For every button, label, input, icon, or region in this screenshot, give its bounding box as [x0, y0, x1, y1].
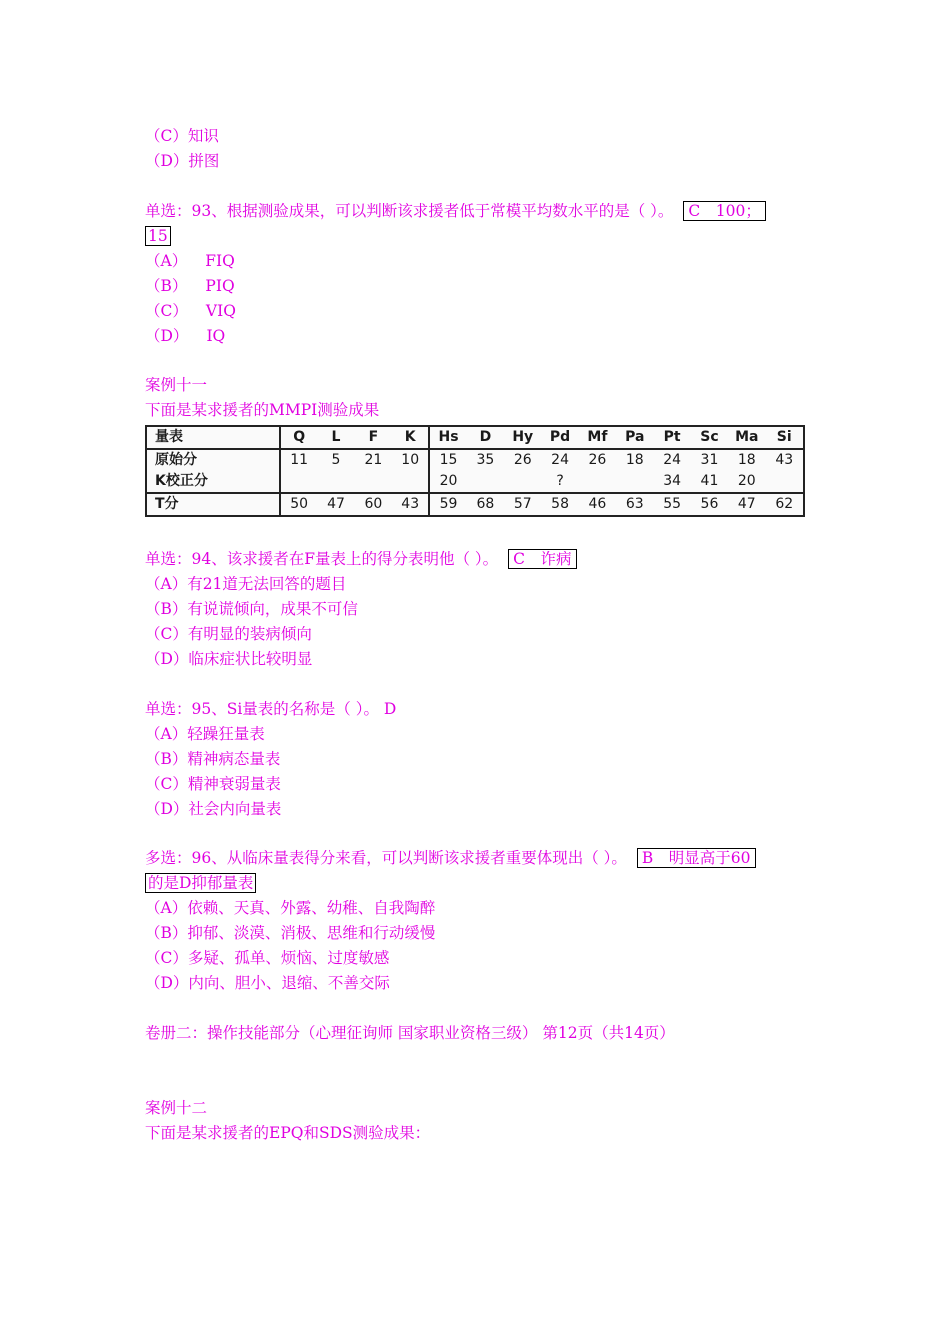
table-cell: 60 [355, 493, 392, 515]
table-cell [355, 471, 392, 493]
table-row [147, 493, 803, 515]
table-cell: 18 [625, 452, 644, 468]
question-95: 单选：95、Si量表的名称是（ ）。 D [145, 700, 397, 718]
table-cell: 63 [616, 493, 653, 515]
table-header-cell: Q [280, 427, 317, 449]
option-label: （B） [145, 277, 188, 295]
option-c: （C）知识 [145, 127, 219, 145]
table-cell: 43 [775, 452, 794, 468]
table-cell: 56 [691, 493, 728, 515]
table-cell: 57 [504, 493, 541, 515]
option-a: （A）有21道无法回答的题目 [145, 575, 347, 593]
table-cell: 47 [317, 493, 354, 515]
answer-93-continued [145, 226, 171, 246]
page-footer: 卷册二：操作技能部分（心理征询师 国家职业资格三级） 第12页（共14页） [145, 1024, 675, 1042]
option-d [145, 326, 225, 346]
question-96-text: 多选：96、从临床量表得分来看，可以判断该求援者重要体现出（ ）。 [145, 849, 627, 867]
table-header-cell: Mf [579, 427, 616, 449]
question-94 [145, 549, 577, 569]
option-text: PIQ [205, 277, 235, 295]
option-c [145, 301, 236, 321]
table-header-cell: Sc [691, 427, 728, 449]
option-d: （D）社会内向量表 [145, 800, 282, 818]
table-cell: T分 [147, 493, 280, 515]
option-label: （D） [145, 327, 189, 345]
table-cell: K校正分 [155, 473, 208, 489]
table-cell [504, 471, 541, 493]
table-cell: 20 [737, 473, 756, 489]
table-cell: 26 [513, 452, 532, 468]
table-header-cell: D [467, 427, 504, 449]
table-cell [392, 471, 429, 493]
table-cell: 24 [663, 452, 682, 468]
table-header-cell: L [317, 427, 354, 449]
table-cell: 41 [700, 473, 719, 489]
table-cell [579, 471, 616, 493]
table-cell: 68 [467, 493, 504, 515]
table-cell: 34 [663, 473, 682, 489]
table-cell: 31 [700, 452, 719, 468]
table-cell: 47 [728, 493, 765, 515]
option-b [145, 276, 235, 296]
case-title: 案例十一 [145, 376, 208, 394]
case-intro: 下面是某求援者的MMPI测验成果 [145, 401, 380, 419]
option-a [145, 251, 235, 271]
answer-94-box: C 诈病 [508, 549, 576, 569]
option-label: （A） [145, 252, 188, 270]
question-93 [145, 201, 766, 221]
table-cell: 26 [588, 452, 607, 468]
table-cell: 62 [765, 493, 803, 515]
option-a: （A）轻躁狂量表 [145, 725, 265, 743]
table-cell: ? [556, 473, 564, 489]
table-cell [467, 471, 504, 493]
option-b: （B）抑郁、淡漠、消极、思维和行动缓慢 [145, 924, 436, 942]
table-header-cell: F [355, 427, 392, 449]
table-header-cell: Hs [429, 427, 466, 449]
table-cell: 43 [392, 493, 429, 515]
option-d: （D）拼图 [145, 152, 220, 170]
option-text: VIQ [205, 302, 236, 320]
table-cell: 35 [476, 452, 495, 468]
table-cell: 11 [280, 449, 317, 471]
answer-96-box-continued: 的是D抑郁量表 [145, 873, 256, 893]
case-title: 案例十二 [145, 1099, 208, 1117]
option-b: （B）精神病态量表 [145, 750, 281, 768]
table-cell: 50 [280, 493, 317, 515]
table-cell: 58 [541, 493, 578, 515]
table-cell: 59 [429, 493, 466, 515]
option-text: IQ [206, 327, 226, 345]
table-header-row [147, 427, 803, 449]
table-cell: 18 [737, 452, 756, 468]
table-cell [765, 471, 803, 493]
question-96 [145, 848, 756, 868]
option-label: （C） [145, 302, 188, 320]
option-a: （A）依赖、天真、外露、幼稚、自我陶醉 [145, 899, 436, 917]
table-cell: 24 [551, 452, 569, 468]
table-cell: 原始分 [155, 452, 197, 468]
table-header-cell: Pd [541, 427, 578, 449]
option-b: （B）有说谎倾向，成果不可信 [145, 600, 358, 618]
answer-96-continued [145, 873, 256, 893]
option-c: （C）有明显的装病倾向 [145, 625, 312, 643]
table-header-cell: Ma [728, 427, 765, 449]
table-header-cell: 量表 [147, 427, 280, 449]
question-93-text: 单选：93、根据测验成果，可以判断该求援者低于常模平均数水平的是（ ）。 [145, 202, 674, 220]
answer-93-box-continued: 15 [145, 226, 171, 246]
table-cell [616, 471, 653, 493]
table-header-cell: Pa [616, 427, 653, 449]
question-94-text: 单选：94、该求援者在F量表上的得分表明他（ ）。 [145, 550, 499, 568]
option-c: （C）精神衰弱量表 [145, 775, 281, 793]
table-cell: 5 [331, 452, 341, 468]
option-c: （C）多疑、孤单、烦恼、过度敏感 [145, 949, 390, 967]
table-cell: 46 [579, 493, 616, 515]
table-cell: 21 [364, 452, 383, 468]
table-row [147, 449, 803, 471]
table-header-cell: Si [765, 427, 803, 449]
table-cell: 20 [429, 471, 466, 493]
table-header-cell: Pt [653, 427, 690, 449]
option-d: （D）临床症状比较明显 [145, 650, 313, 668]
table-cell: 15 [429, 449, 466, 471]
table-header-cell: Hy [504, 427, 541, 449]
answer-93-box: C 100； [683, 201, 765, 221]
table-cell: 55 [653, 493, 690, 515]
option-text: FIQ [205, 252, 235, 270]
table-header-cell: K [392, 427, 429, 449]
table-cell [317, 471, 354, 493]
table-row [147, 471, 803, 493]
table-cell [280, 471, 317, 493]
option-d: （D）内向、胆小、退缩、不善交际 [145, 974, 390, 992]
case-intro: 下面是某求援者的EPQ和SDS测验成果： [145, 1124, 431, 1142]
answer-96-box: B 明显高于60 [637, 848, 756, 868]
table-cell: 10 [401, 452, 420, 468]
mmpi-results-table [145, 425, 805, 517]
